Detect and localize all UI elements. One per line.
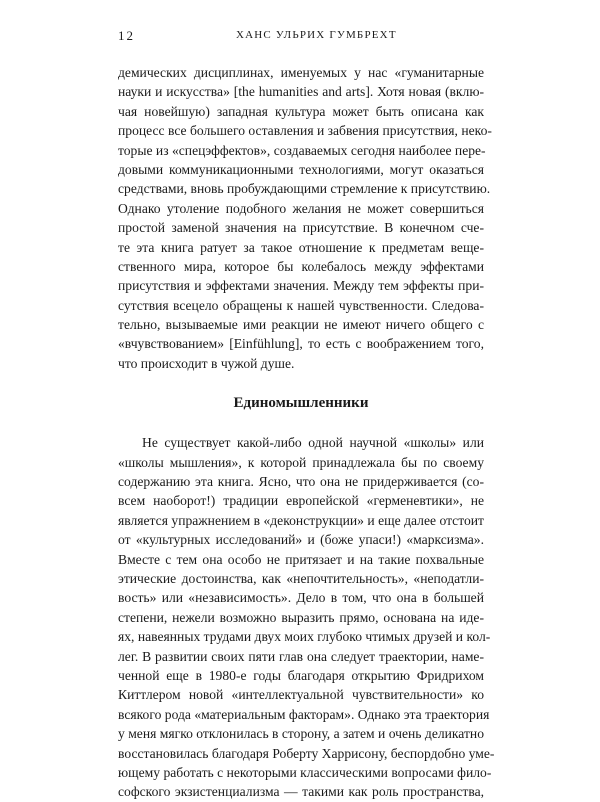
- text-line: тельно, вызываемые ими реакции не имеют ничего общего с: [118, 317, 484, 333]
- text-line: «школы мышления», к которой принадлежала бы по своему: [118, 454, 484, 470]
- paragraph-1: [118, 63, 492, 373]
- text-line: восстановилась благодаря Роберту Харрисону, беспордобно уме-: [118, 745, 495, 761]
- text-line: процесс все большего оставления и забвения присутствия, неко-: [118, 123, 492, 139]
- text-line: чая новейшую) западная культура может быть описана как: [118, 103, 484, 119]
- text-line: ющему работать с некоторыми классическими вопросами фило-: [118, 764, 492, 780]
- text-line: ченной еще в 1980-е годы благодаря открытию Фридрихом: [118, 667, 484, 683]
- page-number: 12: [118, 28, 135, 43]
- text-line: вость» или «независимость». Дело в том, что она в большей: [118, 590, 484, 606]
- text-line: простой заменой значения на присутствие. В конечном сче-: [118, 220, 484, 236]
- text-line: у меня мягко отклонилась в сторону, а затем и очень деликатно: [118, 726, 484, 742]
- text-line: сутствия всецело обращены к нашей чувственности. Следова-: [118, 297, 484, 313]
- text-line: те эта книга ратует за такое отношение к предметам веще-: [118, 239, 484, 255]
- text-line: ственного мира, которое бы колебалось между эффектами: [118, 258, 484, 274]
- text-line: средствами, вновь пробуждающими стремление к присутствию.: [118, 181, 491, 197]
- text-line: содержанию эта книга. Ясно, что она не придерживается (со-: [118, 474, 484, 490]
- text-line: торые из «спецэффектов», создаваемых сегодня наиболее пере-: [118, 142, 486, 158]
- text-line: Однако утоление подобного желания не может совершиться: [118, 200, 484, 216]
- text-line: софского экзистенциализма — такими как роль пространства,: [118, 784, 484, 800]
- text-line: степени, нежели возможно выразить прямо, основана на иде-: [118, 609, 484, 625]
- text-line: Не существует какой-либо одной научной «школы» или: [142, 435, 484, 451]
- text-line: науки и искусства» [the humanities and arts]. Хотя новая (вклю-: [118, 84, 484, 100]
- text-line: что происходит в чужой душе.: [118, 355, 295, 371]
- text-block: [118, 63, 495, 802]
- text-line: присутствия и эффектами значения. Между тем эффекты при-: [118, 278, 484, 294]
- text-line: довыми коммуникационными технологиями, могут оказаться: [118, 161, 484, 177]
- text-line: является упражнением в «деконструкции» и еще далее отстоит: [118, 512, 484, 528]
- text-line: от «культурных исследований» и (боже упаси!) «марксизма».: [118, 532, 484, 548]
- paragraph-2: [118, 433, 495, 801]
- text-line: лег. В развитии своих пяти глав она следует траектории, наме-: [118, 648, 484, 664]
- text-line: Вместе с тем она особо не притязает и на такие похвальные: [118, 551, 484, 567]
- text-line: демических дисциплинах, именуемых у нас «гуманитарные: [118, 65, 484, 80]
- text-line: ях, навеянных трудами двух моих глубоко чтимых друзей и кол-: [118, 629, 491, 645]
- running-title: ХАНС УЛЬРИХ ГУМБРЕХТ: [236, 29, 397, 41]
- text-line: Киттлером новой «интеллектуальной чувствительности» ко: [118, 687, 484, 703]
- text-line: этические достоинства, как «непочтительность», «неподатли-: [118, 570, 484, 586]
- text-line: всякого рода «материальным факторам». Однако эта траектория: [118, 706, 490, 722]
- section-heading: Единомышленники: [233, 395, 369, 412]
- text-line: всем наоборот!) традиции европейской «герменевтики», не: [118, 493, 484, 509]
- text-line: «вчувствованием» [Einfühlung], то есть с воображением того,: [118, 336, 484, 352]
- running-head: [118, 28, 484, 46]
